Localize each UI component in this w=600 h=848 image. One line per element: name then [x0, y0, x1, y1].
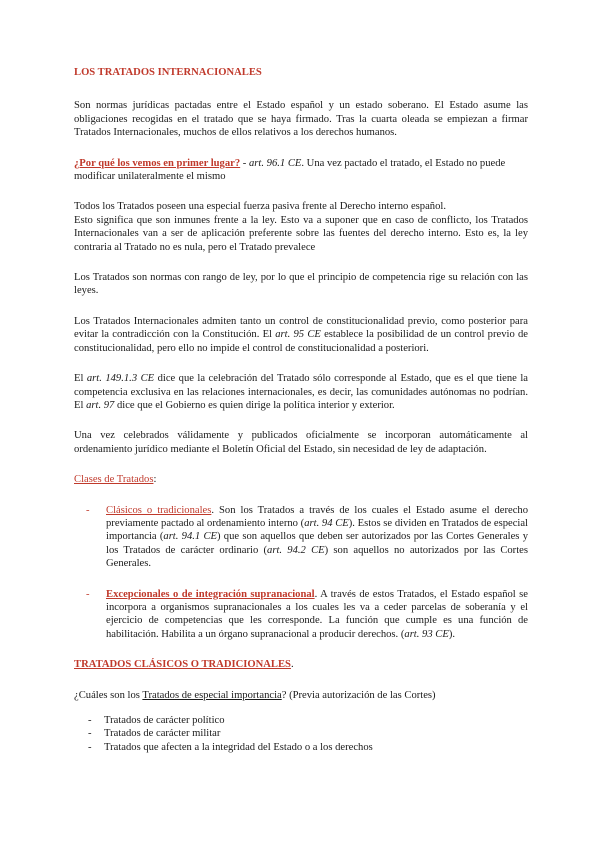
- article-ref: art. 97: [86, 399, 115, 411]
- bullet-dash: -: [88, 741, 92, 753]
- list-item: - Tratados de carácter militar: [88, 728, 221, 740]
- list-item: - Tratados de carácter político: [88, 715, 225, 726]
- list-item: - Tratados que afecten a la integridad del Estado o a los derechos: [88, 741, 373, 753]
- article-ref: art. 95 CE: [275, 329, 321, 341]
- article-ref: art. 94.1 CE: [163, 531, 218, 543]
- article-ref: art. 93 CE: [404, 628, 449, 640]
- paragraph-rango-ley: Los Tratados son normas con rango de ley, por lo que el principio de competencia rige su relación con las leyes.: [74, 272, 528, 297]
- bullet-dash: -: [86, 504, 90, 516]
- section-heading-clasicos: TRATADOS CLÁSICOS O TRADICIONALES.: [74, 659, 294, 671]
- question-especial-importancia: ¿Cuáles son los Tratados de especial importancia? (Previa autorización de las Cortes): [74, 689, 436, 701]
- list-item-excepcionales: - Excepcionales o de integración supranacional. A través de estos Tratados, el Estado español se incorpora a organismos supranacionales a los cuales les va a ceder parcelas de soberanía y el ejercicio de competencias que les corresponde. La función que cumple es una función de habilitación. Habilita a un órgano supranacional a producir derechos. (art. 93 CE).: [86, 588, 529, 640]
- article-ref: art. 96.1 CE: [248, 157, 302, 169]
- document-page: [74, 66, 528, 754]
- especial-importancia-link: Tratados de especial importancia: [142, 689, 282, 701]
- paragraph-incorporacion: Una vez celebrados válidamente y publicados oficialmente se incorporan automáticamente al ordenamiento jurídico mediante el Boletín Oficial del Estado, sin necesidad de ley de adaptación.: [74, 430, 528, 455]
- paragraph-fuerza-pasiva-1: Todos los Tratados poseen una especial fuerza pasiva frente al Derecho interno español.: [74, 201, 446, 213]
- bullet-dash: -: [88, 728, 92, 740]
- list-item-clasicos: - Clásicos o tradicionales. Son los Tratados a través de los cuales el Estado asume el derecho previamente pactado al ordenamiento interno (art. 94 CE). Estos se dividen en Tratados de especial importancia (art. 94.1 CE) que son aquellos que deben ser autorizados por las Cortes Generales y los Tratados de carácter ordinario (art. 94.2 CE) son aquellos no autorizados por las Cortes Generales.: [86, 504, 528, 570]
- paragraph-control-constitucionalidad: Los Tratados Internacionales admiten tanto un control de constitucionalidad previo, como posterior para evitar la contradicción con la Constitución. El art. 95 CE establece la posibilidad de un control previo de constitucionalidad, pero ello no impide el control de constitucionalidad a posteriori.: [74, 315, 528, 354]
- paragraph-definition: Son normas jurídicas pactadas entre el Estado español y un estado soberano. El Estado asume las obligaciones recogidas en el tratado que se haya firmado. Tras la cuarta oleada se empiezan a firmar Tratados Internacionales, muchos de ellos relativos a los derechos humanos.: [74, 100, 528, 139]
- document-title: LOS TRATADOS INTERNACIONALES: [74, 67, 262, 78]
- article-ref: art. 149.1.3 CE: [86, 373, 155, 385]
- question-heading: ¿Por qué los vemos en primer lugar?: [74, 157, 241, 169]
- term-clasicos: Clásicos o tradicionales: [106, 504, 212, 516]
- paragraph-primer-lugar: ¿Por qué los vemos en primer lugar? - art. 96.1 CE. Una vez pactado el tratado, el Estado no puede modificar unilateralmente el mismo: [74, 157, 506, 183]
- term-excepcionales: Excepcionales o de integración supranacional: [106, 588, 315, 600]
- paragraph-competencia-estado: El art. 149.1.3 CE dice que la celebración del Tratado sólo corresponde al Estado, que es el que tiene la competencia exclusiva en las relaciones internacionales, es decir, las comunidades autónomas no podrían. El art. 97 dice que el Gobierno es quien dirige la política interior y exterior.: [74, 373, 528, 411]
- clases-heading: Clases de Tratados:: [74, 474, 157, 486]
- bullet-dash: -: [88, 715, 92, 726]
- bullet-dash: -: [86, 588, 90, 600]
- article-ref: art. 94 CE: [304, 517, 349, 529]
- paragraph-fuerza-pasiva-2: Esto significa que son inmunes frente a la ley. Esto va a suponer que en caso de conflicto, los Tratados Internacionales van a ser de aplicación preferente sobre las fuentes del derecho interno. Esto es, la ley contraria al Tratado no es nula, pero el Tratado prevalece: [74, 214, 528, 253]
- article-ref: art. 94.2 CE: [267, 544, 325, 556]
